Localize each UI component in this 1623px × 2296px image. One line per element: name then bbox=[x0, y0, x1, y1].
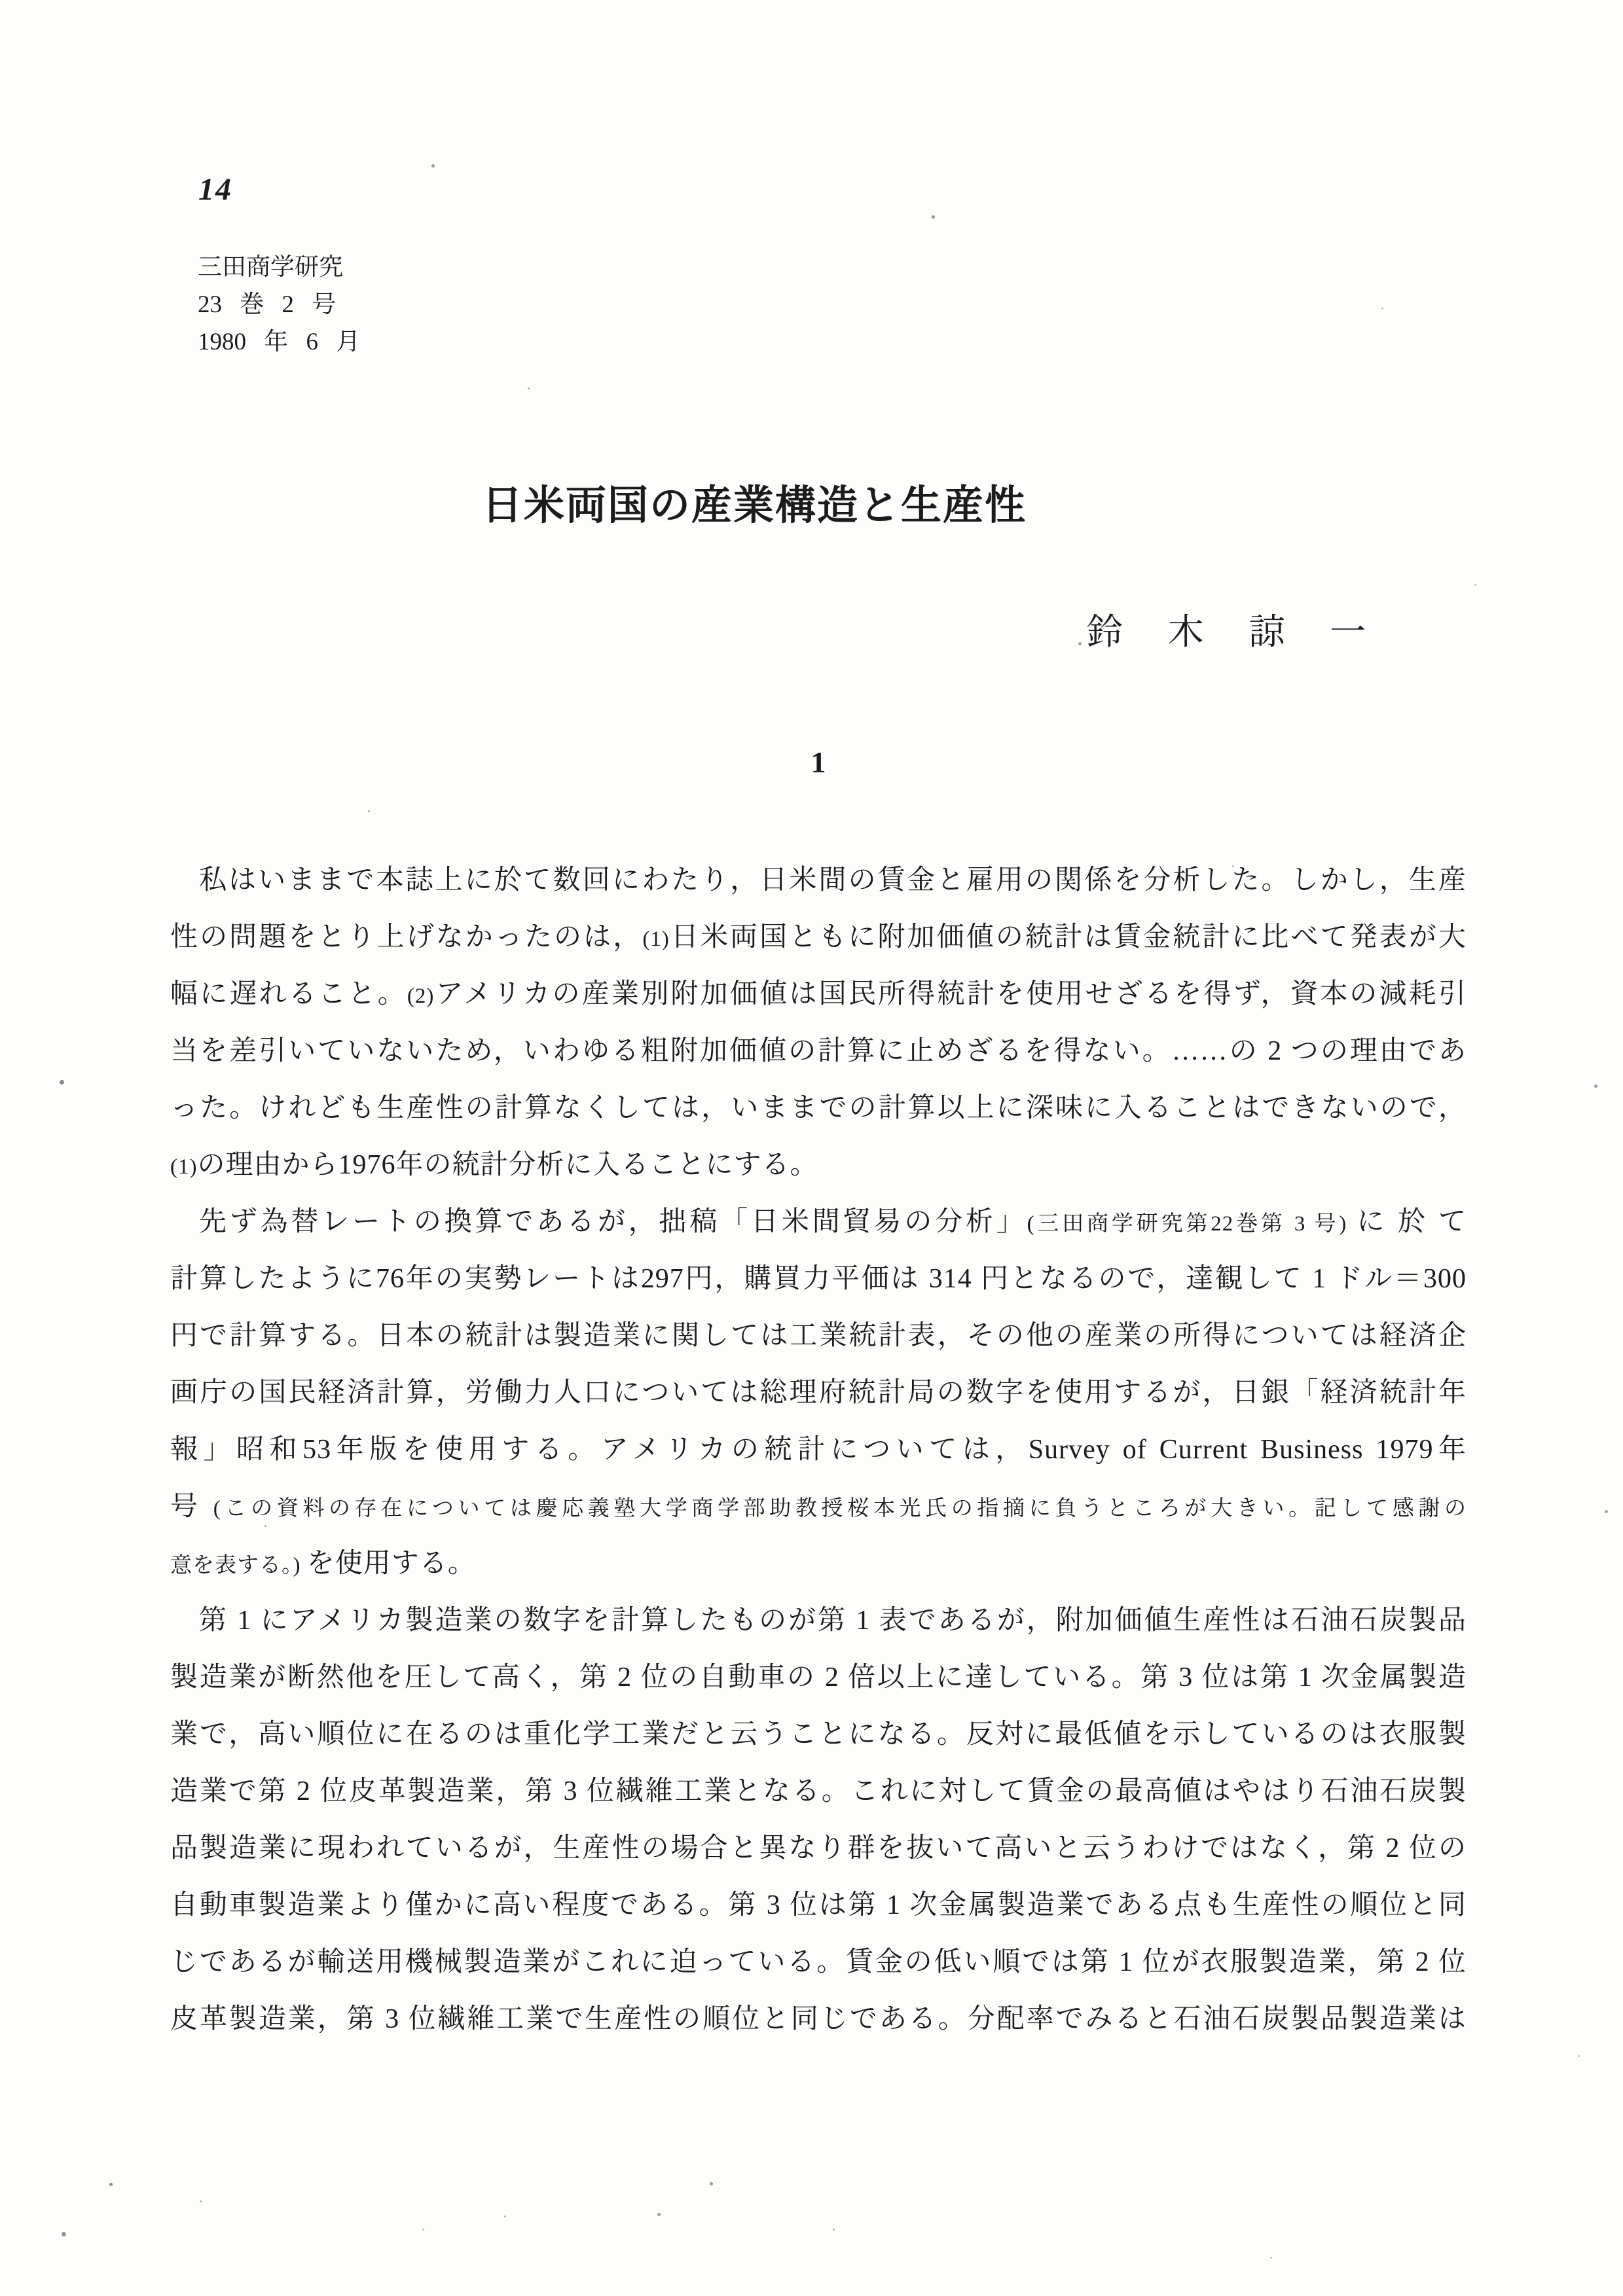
text-segment: った。けれども生産性の計算なくしては，いままでの計算以上に深味に入ることはできないので， bbox=[170, 1093, 1467, 1123]
text-segment: を使用する。 bbox=[306, 1549, 476, 1579]
text-segment: 第 1 にアメリカ製造業の数字を計算したものが第 1 表であるが，附加価値生産性は石油石炭製品 bbox=[199, 1605, 1467, 1636]
section-number: 1 bbox=[811, 745, 826, 779]
text-segment: 製造業が断然他を圧して高く，第 2 位の自動車の 2 倍以上に達している。第 3 位は第 1 次金属製造 bbox=[170, 1662, 1467, 1693]
text-line bbox=[170, 1080, 1467, 1137]
text-line bbox=[170, 1479, 1467, 1535]
text-segment: 画庁の国民経済計算，労働力人口については総理府統計局の数字を使用するが，日銀「経済統計年 bbox=[170, 1378, 1467, 1408]
text-line bbox=[170, 1422, 1467, 1479]
text-segment: 先ず為替レートの換算であるが，拙稿「日米間貿易の分析」 bbox=[199, 1207, 1027, 1237]
text-segment: 私はいままで本誌上に於て数回にわたり，日米間の賃金と雇用の関係を分析した。しかし，生産 bbox=[199, 865, 1467, 895]
article-author: 鈴 木 諒 一 bbox=[1087, 612, 1366, 652]
body-text bbox=[170, 852, 1467, 2048]
text-line bbox=[170, 1991, 1467, 2048]
text-segment: 計算したように76年の実勢レートは297円，購買力平価は 314 円となるので，達観して 1 ドル＝300 bbox=[170, 1264, 1467, 1294]
text-segment-small: 意を表する。) bbox=[170, 1554, 307, 1577]
text-line bbox=[170, 1820, 1467, 1877]
text-segment: 品製造業に現われているが，生産性の場合と異なり群を抜いて高いと云うわけではなく，第 2 位の bbox=[170, 1833, 1467, 1863]
text-segment: に 於 て bbox=[1347, 1207, 1467, 1237]
text-line bbox=[170, 1877, 1467, 1934]
text-line bbox=[170, 1194, 1467, 1251]
text-line bbox=[170, 1251, 1467, 1308]
text-segment-small: (2) bbox=[407, 984, 435, 1008]
journal-date: 1980 年 6 月 bbox=[198, 329, 361, 355]
text-segment: 造業で第 2 位皮革製造業，第 3 位繊維工業となる。これに対して賃金の最高値はやはり石油石炭製 bbox=[170, 1776, 1467, 1806]
text-segment: 日米両国ともに附加価値の統計は賃金統計に比べて発表が大 bbox=[669, 922, 1467, 952]
text-segment: 業で，高い順位に在るのは重化学工業だと云うことになる。反対に最低値を示しているのは衣服製 bbox=[170, 1719, 1467, 1749]
text-line bbox=[170, 1706, 1467, 1763]
text-segment: 号 bbox=[170, 1492, 213, 1522]
text-segment: アメリカの産業別附加価値は国民所得統計を使用せざるを得ず，資本の減耗引 bbox=[434, 979, 1467, 1009]
scan-noise bbox=[0, 0, 2, 2]
journal-volume-issue: 23 巻 2 号 bbox=[198, 291, 337, 318]
text-line bbox=[170, 1023, 1467, 1080]
text-line bbox=[170, 1365, 1467, 1422]
journal-name: 三田商学研究 bbox=[198, 254, 343, 281]
text-line bbox=[170, 909, 1467, 966]
text-line bbox=[170, 1308, 1467, 1365]
text-line bbox=[170, 852, 1467, 909]
text-segment: 報」昭和53年版を使用する。アメリカの統計については，Survey of Current Business 1979年 bbox=[170, 1435, 1467, 1465]
journal-info bbox=[198, 249, 360, 361]
text-segment: 当を差引いていないため，いわゆる粗附加価値の計算に止めざるを得ない。……の 2 つの理由であ bbox=[170, 1036, 1467, 1066]
text-line bbox=[170, 1649, 1467, 1706]
text-segment-small: (この資料の存在については慶応義塾大学商学部助教授桜本光氏の指摘に負うところが大きい。記して感謝の bbox=[213, 1497, 1467, 1520]
text-segment-small: (三田商学研究第22巻第 3 号) bbox=[1027, 1212, 1347, 1236]
text-segment: の理由から1976年の統計分析に入ることにする。 bbox=[197, 1150, 818, 1180]
text-segment-small: (1) bbox=[170, 1155, 198, 1179]
text-segment: じであるが輸送用機械製造業がこれに迫っている。賃金の低い順では第 1 位が衣服製造業，第 2 位 bbox=[170, 1947, 1467, 1977]
text-line bbox=[170, 1535, 1467, 1592]
text-line bbox=[170, 966, 1467, 1023]
article-title: 日米両国の産業構造と生産性 bbox=[482, 484, 1027, 528]
text-line bbox=[170, 1934, 1467, 1991]
text-segment: 自動車製造業より僅かに高い程度である。第 3 位は第 1 次金属製造業である点も生産性の順位と同 bbox=[170, 1890, 1467, 1920]
text-segment: 皮革製造業，第 3 位繊維工業で生産性の順位と同じである。分配率でみると石油石炭製品製造業は bbox=[170, 2004, 1467, 2034]
page-number: 14 bbox=[198, 172, 232, 207]
text-line bbox=[170, 1137, 1467, 1194]
text-segment: 幅に遅れること。 bbox=[170, 979, 407, 1009]
text-segment: 円で計算する。日本の統計は製造業に関しては工業統計表，その他の産業の所得については経済企 bbox=[170, 1321, 1467, 1351]
text-segment-small: (1) bbox=[642, 927, 670, 951]
text-line bbox=[170, 1763, 1467, 1820]
text-segment: 性の問題をとり上げなかったのは， bbox=[170, 922, 643, 952]
text-line bbox=[170, 1592, 1467, 1649]
